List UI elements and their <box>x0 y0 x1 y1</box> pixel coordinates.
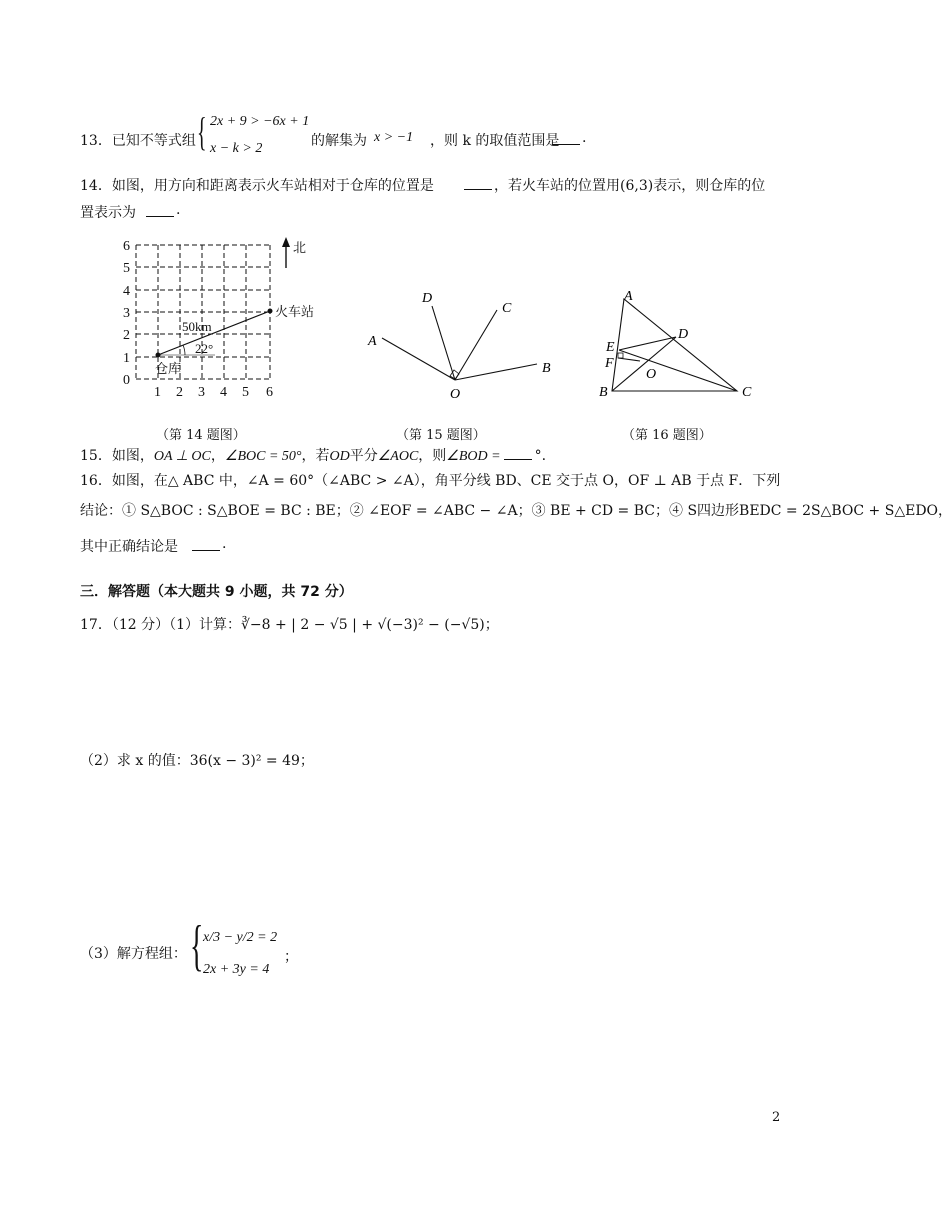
q17-equation-2: 2x + 3y = 4 <box>203 962 270 977</box>
fig16-lines <box>612 299 737 391</box>
fig15-label-B: B <box>542 361 551 376</box>
fig14-caption: （第 14 题图） <box>156 428 246 443</box>
q13-number: 13．已知不等式组 <box>80 133 196 149</box>
q17-part-1: 17．（12 分）（1）计算：∛−8 + | 2 − √5 | + √(−3)² − (−√5)； <box>80 617 499 633</box>
q16-line1: 16．如图，在△ ABC 中，∠A = 60°（∠ABC > ∠A），角平分线 BD、CE 交于点 O，OF ⊥ AB 于点 F．下列 <box>80 473 781 489</box>
x-tick: 2 <box>176 385 183 400</box>
x-tick: 6 <box>266 385 273 400</box>
fig16-label-F: F <box>605 356 614 371</box>
q13-solution: x > −1 <box>374 130 414 145</box>
fig14-angle-label: 22° <box>195 341 214 356</box>
fig14-distance-label: 50km <box>182 319 212 334</box>
y-tick: 1 <box>123 351 130 366</box>
q13-brace: { <box>197 109 207 154</box>
x-tick: 1 <box>154 385 161 400</box>
fig15-rays <box>382 306 537 380</box>
fig14-y-ticks <box>123 239 130 388</box>
y-tick: 6 <box>123 239 130 254</box>
y-tick: 0 <box>123 373 130 388</box>
q13-answer-blank <box>549 131 583 149</box>
q15-math-3: OD <box>329 449 350 464</box>
y-tick: 4 <box>123 284 130 299</box>
fig16-label-O: O <box>646 367 657 382</box>
fig16-label-D: D <box>678 327 689 342</box>
q15-math-4: ∠AOC <box>377 449 419 464</box>
fig16-label-C: C <box>742 385 752 400</box>
y-tick: 2 <box>123 328 130 343</box>
q16-line3b: . <box>222 536 227 552</box>
q14-line1a: 14．如图，用方向和距离表示火车站相对于仓库的位置是 <box>80 178 434 194</box>
q15-end: °. <box>534 448 547 464</box>
fig15-label-D: D <box>422 291 433 306</box>
fig14-x-ticks <box>154 385 273 400</box>
fig14-warehouse-label: 仓库 <box>155 361 182 376</box>
figure-16 <box>592 285 762 405</box>
q17-equation-1: x/3 − y/2 = 2 <box>203 930 278 945</box>
q15-text-4: 平分 <box>349 448 378 464</box>
fig15-label-A: A <box>368 334 377 349</box>
q15-text-2: ， <box>210 448 225 464</box>
q14-line2a: 置表示为 <box>80 205 136 221</box>
q15-answer-blank <box>504 446 532 460</box>
fig15-caption: （第 15 题图） <box>396 428 486 443</box>
q15-math-5: ∠BOD = <box>446 449 501 464</box>
q13-mid: 的解集为 <box>311 133 367 149</box>
fig16-label-E: E <box>606 340 615 355</box>
q14-answer-blank-1 <box>461 176 495 194</box>
question-15 <box>80 445 546 465</box>
q13-inequality-2: x − k > 2 <box>210 141 263 156</box>
fig14-north-arrow-head <box>282 237 290 247</box>
q14-line1b: ，若火车站的位置用(6,3)表示，则仓库的位 <box>494 178 766 194</box>
fig14-north-label: 北 <box>293 240 307 255</box>
y-tick: 5 <box>123 261 130 276</box>
q13-tail: ，则 k 的取值范围是 <box>430 133 560 149</box>
fig15-label-C: C <box>502 301 512 316</box>
fig14-warehouse-point <box>156 353 161 358</box>
q17-part-2: （2）求 x 的值：36(x − 3)² = 49； <box>80 753 314 769</box>
q15-math-2: ∠BOC = 50° <box>224 449 302 464</box>
x-tick: 4 <box>220 385 227 400</box>
x-tick: 5 <box>242 385 249 400</box>
fig15-label-O: O <box>450 387 461 402</box>
fig16-label-B: B <box>599 385 608 400</box>
y-tick: 3 <box>123 306 130 321</box>
fig14-station-label: 火车站 <box>275 304 315 319</box>
x-tick: 3 <box>198 385 205 400</box>
q14-line2b: . <box>176 202 181 218</box>
q14-answer-blank-2 <box>143 203 177 221</box>
q15-text-3: ，若 <box>301 448 330 464</box>
fig14-segment <box>158 311 270 355</box>
figure-14 <box>115 232 340 402</box>
q15-text-5: ，则 <box>418 448 447 464</box>
q17-brace: { <box>190 915 204 977</box>
page-number: 2 <box>772 1110 781 1125</box>
q17-part3-end: ； <box>284 949 298 965</box>
q16-line2: 结论：① S△BOC : S△BOE = BC : BE；② ∠EOF = ∠ABC − ∠A；③ BE + CD = BC；④ S四边形BEDC = 2S△BOC + S△EDO， <box>80 503 952 519</box>
figure-15 <box>362 290 562 405</box>
q15-math-1: OA ⊥ OC <box>153 449 211 464</box>
q17-part3-label: （3）解方程组： <box>80 946 187 962</box>
q13-end: . <box>582 130 587 146</box>
section-3-title: 三．解答题（本大题共 9 小题，共 72 分） <box>80 584 353 600</box>
fig14-station-point <box>268 309 273 314</box>
fig16-label-A: A <box>624 289 633 304</box>
fig14-grid <box>136 245 270 379</box>
q16-line3a: 其中正确结论是 <box>80 539 178 555</box>
fig16-caption: （第 16 题图） <box>622 428 712 443</box>
fig16-right-angle-mark <box>618 353 623 358</box>
q15-text-a: 15．如图， <box>80 448 154 464</box>
q16-answer-blank <box>189 537 223 555</box>
q13-inequality-1: 2x + 9 > −6x + 1 <box>210 114 310 129</box>
fig14-angle-arc <box>183 345 185 355</box>
